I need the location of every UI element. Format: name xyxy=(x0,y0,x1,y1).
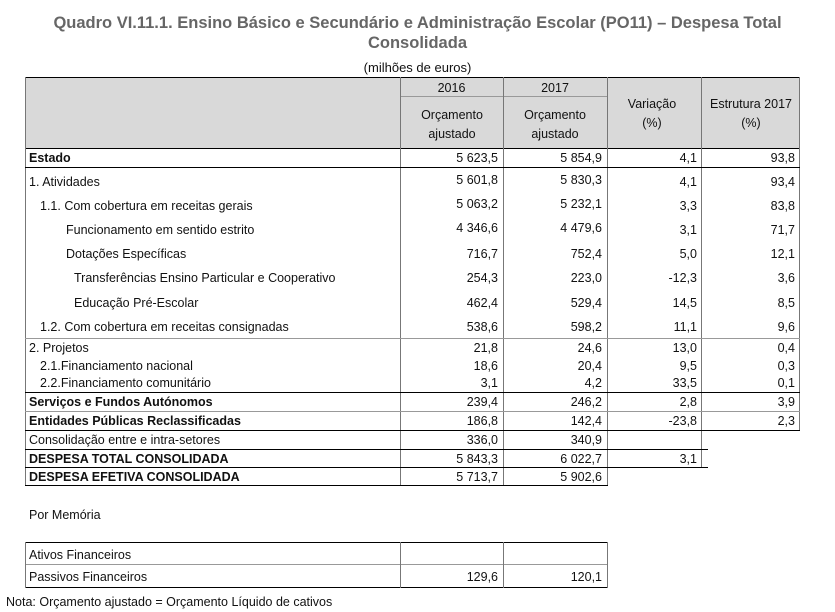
value-2016: 21,8 xyxy=(473,341,498,355)
unit-label: (milhões de euros) xyxy=(363,60,472,75)
table-title: Quadro VI.11.1. Ensino Básico e Secundário e Administração Escolar (PO11) – Despesa Total xyxy=(53,14,782,32)
footnote: Nota: Orçamento ajustado = Orçamento Líquido de cativos xyxy=(6,595,333,609)
value-estrutura: 3,9 xyxy=(777,395,795,409)
value-variacao: 5,0 xyxy=(679,247,697,261)
header-estrutura: Estrutura 2017 (%) xyxy=(710,97,792,130)
row-label: Serviços e Fundos Autónomos xyxy=(29,395,213,409)
header-variacao: Variação (%) xyxy=(627,97,677,130)
value-2016: 186,8 xyxy=(466,414,498,428)
value-variacao: 3,1 xyxy=(679,223,697,237)
row-separator-efetiva xyxy=(25,467,708,468)
memo-top-border xyxy=(25,542,608,543)
value-2017: 340,9 xyxy=(570,433,602,447)
value-2016: 5 843,3 xyxy=(456,452,498,466)
value-estrutura: 71,7 xyxy=(770,223,795,237)
memo-right-border xyxy=(607,542,608,588)
row-label: Passivos Financeiros xyxy=(29,570,148,584)
value-2017: 5 902,6 xyxy=(560,470,602,484)
value-estrutura: 93,4 xyxy=(770,175,795,189)
row-label: Transferências Ensino Particular e Cooperativo xyxy=(74,271,336,285)
value-2016: 716,7 xyxy=(466,247,498,261)
row-separator-sfa xyxy=(25,392,800,393)
value-variacao: 4,1 xyxy=(679,151,697,165)
memo-label: Por Memória xyxy=(29,508,101,522)
value-2016: 462,4 xyxy=(466,296,498,310)
value-2016: 239,4 xyxy=(466,395,498,409)
value-variacao: 13,0 xyxy=(672,341,697,355)
value-2016: 4 346,6 xyxy=(456,221,498,235)
header-orcamento-2016: Orçamento ajustado xyxy=(421,108,483,141)
memo-left-border xyxy=(25,542,26,588)
memo-row-divider xyxy=(25,564,608,565)
table-bottom-border xyxy=(25,485,608,486)
row-label: DESPESA TOTAL CONSOLIDADA xyxy=(29,452,229,466)
value-2017: 5 830,3 xyxy=(560,173,602,187)
row-label: Consolidação entre e intra-setores xyxy=(29,433,221,447)
value-variacao: 2,8 xyxy=(679,395,697,409)
value-2017: 598,2 xyxy=(570,320,602,334)
value-2017: 5 854,9 xyxy=(560,151,602,165)
row-label: 2.2.Financiamento comunitário xyxy=(40,376,211,390)
value-variacao: 14,5 xyxy=(672,296,697,310)
value-variacao: -12,3 xyxy=(668,271,697,285)
value-2016: 538,6 xyxy=(466,320,498,334)
value-2016: 18,6 xyxy=(473,359,498,373)
row-separator-projetos xyxy=(25,338,800,339)
value-2017: 246,2 xyxy=(570,395,602,409)
row-label: 2. Projetos xyxy=(29,341,89,355)
value-estrutura: 2,3 xyxy=(777,414,795,428)
value-2017: 752,4 xyxy=(570,247,602,261)
header-year-2016: 2016 xyxy=(437,81,466,95)
header-top-border xyxy=(25,77,800,78)
value-estrutura: 12,1 xyxy=(770,247,795,261)
row-label: Ativos Financeiros xyxy=(29,548,132,562)
value-2017: 529,4 xyxy=(570,296,602,310)
memo-bottom-border xyxy=(25,587,608,588)
value-variacao: 33,5 xyxy=(672,376,697,390)
value-2016: 5 623,5 xyxy=(456,151,498,165)
value-variacao: 3,1 xyxy=(679,452,697,466)
row-separator-consolidacao xyxy=(25,430,800,431)
value-variacao: 4,1 xyxy=(679,175,697,189)
row-separator-estado xyxy=(25,167,800,168)
value-2016: 5 713,7 xyxy=(456,470,498,484)
value-variacao: -23,8 xyxy=(668,414,697,428)
header-year-2017: 2017 xyxy=(541,81,569,95)
value-estrutura: 8,5 xyxy=(777,296,795,310)
value-estrutura: 0,1 xyxy=(777,376,795,390)
value-estrutura: 0,4 xyxy=(777,341,795,355)
value-estrutura: 93,8 xyxy=(770,151,795,165)
value-variacao: 9,5 xyxy=(679,359,697,373)
value-estrutura: 9,6 xyxy=(777,320,795,334)
row-label: 1.1. Com cobertura em receitas gerais xyxy=(40,199,253,213)
value-2017: 5 232,1 xyxy=(560,197,602,211)
row-separator-total xyxy=(25,449,708,450)
row-label: Funcionamento em sentido estrito xyxy=(66,223,255,237)
table-title-line2: Consolidada xyxy=(367,34,467,52)
value-variacao: 3,3 xyxy=(679,199,697,213)
value-2017: 223,0 xyxy=(570,271,602,285)
value-variacao: 11,1 xyxy=(673,320,697,334)
value-2016: 336,0 xyxy=(466,433,498,447)
value-2017: 120,1 xyxy=(570,570,602,584)
row-label: Estado xyxy=(29,151,71,165)
row-label: 1. Atividades xyxy=(29,175,100,189)
value-2017: 24,6 xyxy=(577,341,602,355)
table-right-border xyxy=(799,77,800,430)
value-2017: 142,4 xyxy=(570,414,602,428)
value-2017: 4 479,6 xyxy=(560,221,602,235)
value-2017: 6 022,7 xyxy=(560,452,602,466)
value-2016: 5 063,2 xyxy=(456,197,498,211)
value-estrutura: 0,3 xyxy=(777,359,795,373)
row-label: Dotações Específicas xyxy=(66,247,187,261)
value-2016: 5 601,8 xyxy=(456,173,498,187)
value-2016: 254,3 xyxy=(466,271,498,285)
value-estrutura: 3,6 xyxy=(777,271,795,285)
value-2017: 4,2 xyxy=(584,376,602,390)
header-bottom-border xyxy=(25,148,800,149)
row-label: Educação Pré-Escolar xyxy=(74,296,199,310)
value-2016: 129,6 xyxy=(466,570,498,584)
value-2017: 20,4 xyxy=(577,359,602,373)
value-estrutura: 83,8 xyxy=(770,199,795,213)
row-label: 2.1.Financiamento nacional xyxy=(40,359,193,373)
row-label: 1.2. Com cobertura em receitas consignadas xyxy=(40,320,289,334)
row-label: DESPESA EFETIVA CONSOLIDADA xyxy=(29,470,240,484)
header-orcamento-2017: Orçamento ajustado xyxy=(524,108,586,141)
row-separator-epr xyxy=(25,411,800,412)
table-left-border xyxy=(25,77,26,486)
value-2016: 3,1 xyxy=(480,376,498,390)
row-label: Entidades Públicas Reclassificadas xyxy=(29,414,241,428)
